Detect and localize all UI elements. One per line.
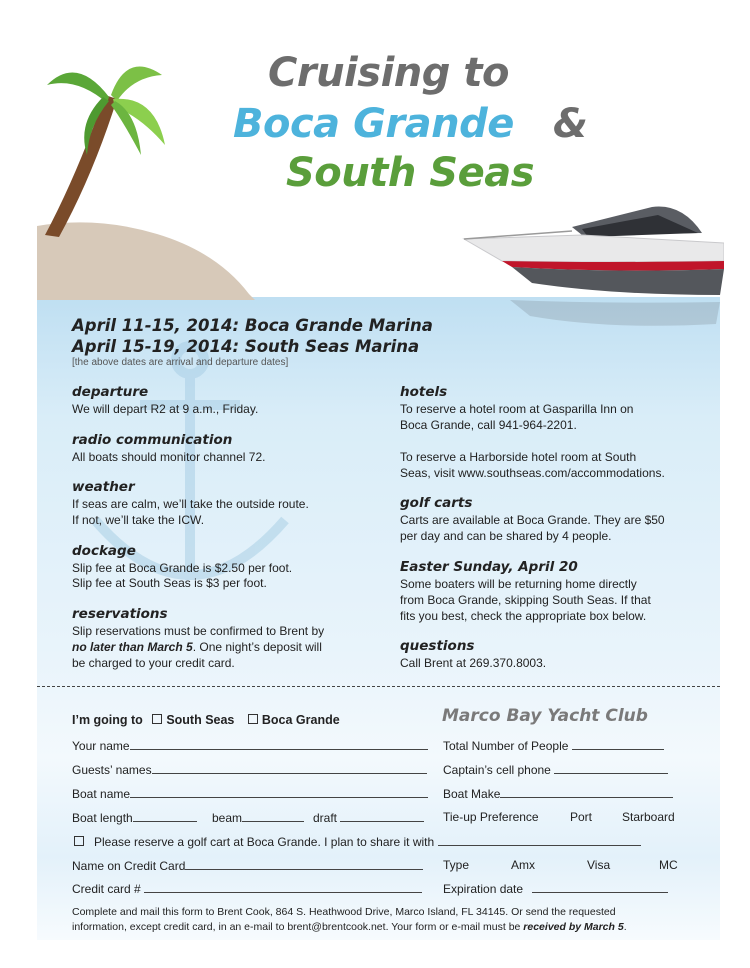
- card-type-visa[interactable]: Visa: [587, 858, 611, 872]
- body-questions: Call Brent at 269.370.8003.: [400, 656, 547, 670]
- heading-radio: radio communication: [72, 432, 233, 448]
- heading-departure: departure: [72, 384, 149, 400]
- boat-reflection: [470, 300, 720, 350]
- heading-easter: Easter Sunday, April 20: [400, 559, 578, 575]
- beam-field[interactable]: [212, 810, 304, 825]
- heading-weather: weather: [72, 479, 135, 495]
- body-golf-1: Carts are available at Boca Grande. They are $50: [400, 513, 665, 527]
- tieup-port-option[interactable]: Port: [570, 810, 593, 824]
- guests-names-blank[interactable]: [152, 762, 427, 774]
- south-seas-label: South Seas: [166, 713, 235, 727]
- tieup-starboard-option[interactable]: Starboard: [622, 810, 675, 824]
- dates-boca: April 11-15, 2014: Boca Grande Marina: [72, 316, 433, 335]
- guests-names-field[interactable]: [72, 762, 427, 777]
- draft-field[interactable]: [313, 810, 424, 825]
- body-weather-2: If not, we’ll take the ICW.: [72, 513, 205, 527]
- boca-grande-label: Boca Grande: [261, 713, 340, 727]
- draft-label: draft: [313, 811, 338, 825]
- heading-dockage: dockage: [72, 543, 136, 559]
- body-dockage-1: Slip fee at Boca Grande is $2.50 per foot.: [72, 561, 293, 575]
- beam-blank[interactable]: [242, 810, 304, 822]
- heading-hotels: hotels: [400, 384, 448, 400]
- name-on-card-label: Name on Credit Card: [72, 859, 186, 873]
- footer-deadline: received by March 5: [523, 921, 624, 933]
- deadline-emphasis: no later than March 5: [72, 640, 193, 654]
- boat-name-field[interactable]: [72, 786, 428, 801]
- body-weather-1: If seas are calm, we’ll take the outside route.: [72, 497, 309, 511]
- footer-line-2: [72, 920, 692, 935]
- title-line-1: Cruising to: [268, 50, 509, 96]
- body-hotels-2: Boca Grande, call 941-964-2201.: [400, 418, 577, 432]
- footer-instructions: [72, 905, 692, 935]
- captain-cell-blank[interactable]: [554, 762, 668, 774]
- card-type-amx[interactable]: Amx: [511, 858, 535, 872]
- boat-make-blank[interactable]: [500, 786, 673, 798]
- draft-blank[interactable]: [340, 810, 424, 822]
- credit-card-number-label: Credit card #: [72, 882, 141, 896]
- dates-note: [the above dates are arrival and departure dates]: [72, 357, 289, 368]
- body-easter-1: Some boaters will be returning home directly: [400, 577, 637, 591]
- footer-line-2-text: information, except credit card, in an e-mail to brent@brentcook.net. Your form or e-mail must be: [72, 921, 524, 933]
- heading-reservations: reservations: [72, 606, 168, 622]
- expiration-date-label: Expiration date: [443, 882, 524, 896]
- boat-make-label: Boat Make: [443, 787, 501, 801]
- body-hotels-3: To reserve a Harborside hotel room at South: [400, 450, 637, 464]
- body-easter-3: fits you best, check the appropriate box below.: [400, 609, 647, 623]
- dates-south-seas: April 15-19, 2014: South Seas Marina: [72, 337, 420, 356]
- total-people-blank[interactable]: [572, 738, 664, 750]
- name-on-card-blank[interactable]: [185, 858, 423, 870]
- your-name-field[interactable]: [72, 738, 428, 753]
- name-on-card-field[interactable]: [72, 858, 423, 873]
- card-type-mc[interactable]: MC: [659, 858, 678, 872]
- boat-make-field[interactable]: [443, 786, 673, 801]
- card-type-label: Type: [443, 858, 470, 872]
- title-line-3: South Seas: [286, 150, 535, 196]
- golf-cart-share-blank[interactable]: [438, 834, 641, 846]
- going-to-label: I’m going to: [72, 713, 143, 727]
- cut-line-divider: [37, 686, 720, 687]
- total-people-field[interactable]: [443, 738, 664, 753]
- footer-line-1: Complete and mail this form to Brent Cook, 864 S. Heathwood Drive, Marco Island, FL 34145. Or send the requested: [72, 906, 616, 918]
- heading-questions: questions: [400, 638, 475, 654]
- your-name-blank[interactable]: [130, 738, 428, 750]
- going-to-line: [72, 713, 340, 727]
- guests-names-label: Guests’ names: [72, 763, 152, 777]
- boat-name-label: Boat name: [72, 787, 131, 801]
- captain-cell-label: Captain’s cell phone: [443, 763, 551, 777]
- expiration-date-blank[interactable]: [532, 881, 668, 893]
- south-seas-checkbox[interactable]: [152, 714, 162, 724]
- body-reservations-1: Slip reservations must be confirmed to Brent by: [72, 624, 325, 638]
- boca-grande-checkbox[interactable]: [248, 714, 258, 724]
- golf-cart-request-field[interactable]: [72, 834, 641, 849]
- title-ampersand: &: [553, 101, 588, 147]
- body-reservations-2-rest: . One night’s deposit will: [192, 640, 322, 654]
- body-radio: All boats should monitor channel 72.: [72, 450, 266, 464]
- golf-cart-checkbox[interactable]: [74, 836, 84, 846]
- body-hotels-4: Seas, visit www.southseas.com/accommodations.: [400, 466, 665, 480]
- boat-icon: [462, 203, 724, 299]
- expiration-date-field[interactable]: [443, 881, 668, 896]
- body-dockage-2: Slip fee at South Seas is $3 per foot.: [72, 576, 267, 590]
- title-line-2-boca: Boca Grande: [233, 101, 514, 147]
- body-departure: We will depart R2 at 9 a.m., Friday.: [72, 402, 259, 416]
- credit-card-number-field[interactable]: [72, 881, 422, 896]
- boat-length-blank[interactable]: [133, 810, 197, 822]
- body-golf-2: per day and can be shared by 4 people.: [400, 529, 612, 543]
- body-reservations-2: [72, 639, 322, 655]
- total-people-label: Total Number of People: [443, 739, 569, 753]
- golf-cart-request-label: Please reserve a golf cart at Boca Grande. I plan to share it with: [94, 835, 435, 849]
- boat-length-label: Boat length: [72, 811, 133, 825]
- body-reservations-3: be charged to your credit card.: [72, 656, 235, 670]
- credit-card-number-blank[interactable]: [144, 881, 422, 893]
- tieup-preference-label: Tie-up Preference: [443, 810, 539, 824]
- footer-period: .: [623, 921, 627, 933]
- heading-golf-carts: golf carts: [400, 495, 473, 511]
- palm-tree-icon: [37, 55, 187, 240]
- boat-length-field[interactable]: [72, 810, 197, 825]
- club-name: Marco Bay Yacht Club: [442, 706, 648, 726]
- body-easter-2: from Boca Grande, skipping South Seas. If that: [400, 593, 651, 607]
- captain-cell-field[interactable]: [443, 762, 668, 777]
- body-hotels-1: To reserve a hotel room at Gasparilla Inn on: [400, 402, 634, 416]
- beam-label: beam: [212, 811, 243, 825]
- boat-name-blank[interactable]: [130, 786, 428, 798]
- your-name-label: Your name: [72, 739, 130, 753]
